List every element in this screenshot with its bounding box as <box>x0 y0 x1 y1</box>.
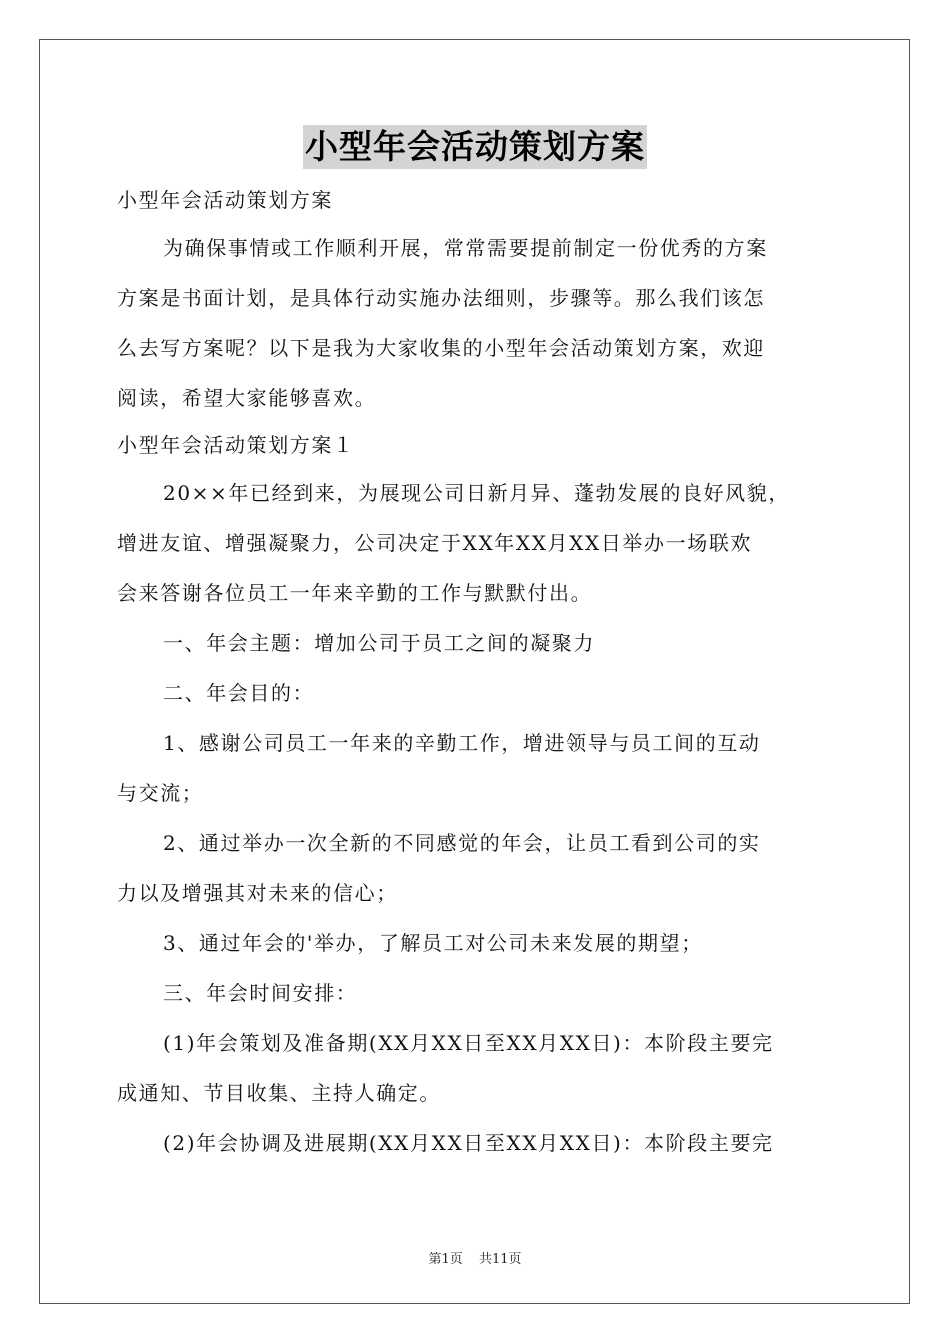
paragraph-line: 会来答谢各位员工一年来辛勤的工作与默默付出。 <box>117 581 593 605</box>
page-number: 第1页 <box>428 1252 463 1267</box>
document-title: 小型年会活动策划方案 <box>303 125 647 169</box>
paragraph-line: (2)年会协调及进展期(XX月XX日至XX月XX日)：本阶段主要完 <box>163 1131 774 1155</box>
paragraph-line: 阅读，希望大家能够喜欢。 <box>117 386 377 410</box>
section-heading: 小型年会活动策划方案１ <box>117 433 355 457</box>
paragraph-line: 为确保事情或工作顺利开展，常常需要提前制定一份优秀的方案 <box>163 236 768 260</box>
paragraph-line: 成通知、节目收集、主持人确定。 <box>117 1081 441 1105</box>
paragraph-line: 方案是书面计划，是具体行动实施办法细则，步骤等。那么我们该怎 <box>117 286 765 310</box>
paragraph-line: 二、年会目的： <box>163 681 315 705</box>
document-body <box>117 178 837 1168</box>
page-footer <box>0 1248 950 1267</box>
title-area <box>0 125 950 169</box>
paragraph-line: 增进友谊、增强凝聚力，公司决定于XX年XX月XX日举办一场联欢 <box>117 531 753 555</box>
paragraph-line: 20××年已经到来，为展现公司日新月异、蓬勃发展的良好风貌， <box>163 481 790 505</box>
page-total: 共11页 <box>478 1252 522 1267</box>
paragraph-line: 3、通过年会的'举办，了解员工对公司未来发展的期望； <box>163 931 703 955</box>
paragraph-line: 2、通过举办一次全新的不同感觉的年会，让员工看到公司的实 <box>163 831 761 855</box>
paragraph-line: (1)年会策划及准备期(XX月XX日至XX月XX日)：本阶段主要完 <box>163 1031 774 1055</box>
paragraph-line: 一、年会主题：增加公司于员工之间的凝聚力 <box>163 631 595 655</box>
paragraph-line: 三、年会时间安排： <box>163 981 358 1005</box>
paragraph-line: 与交流； <box>117 781 204 805</box>
paragraph-line: 力以及增强其对未来的信心； <box>117 881 398 905</box>
paragraph-line: 1、感谢公司员工一年来的辛勤工作，增进领导与员工间的互动 <box>163 731 761 755</box>
paragraph-line: 么去写方案呢？以下是我为大家收集的小型年会活动策划方案，欢迎 <box>117 336 765 360</box>
section-heading: 小型年会活动策划方案 <box>117 188 333 212</box>
